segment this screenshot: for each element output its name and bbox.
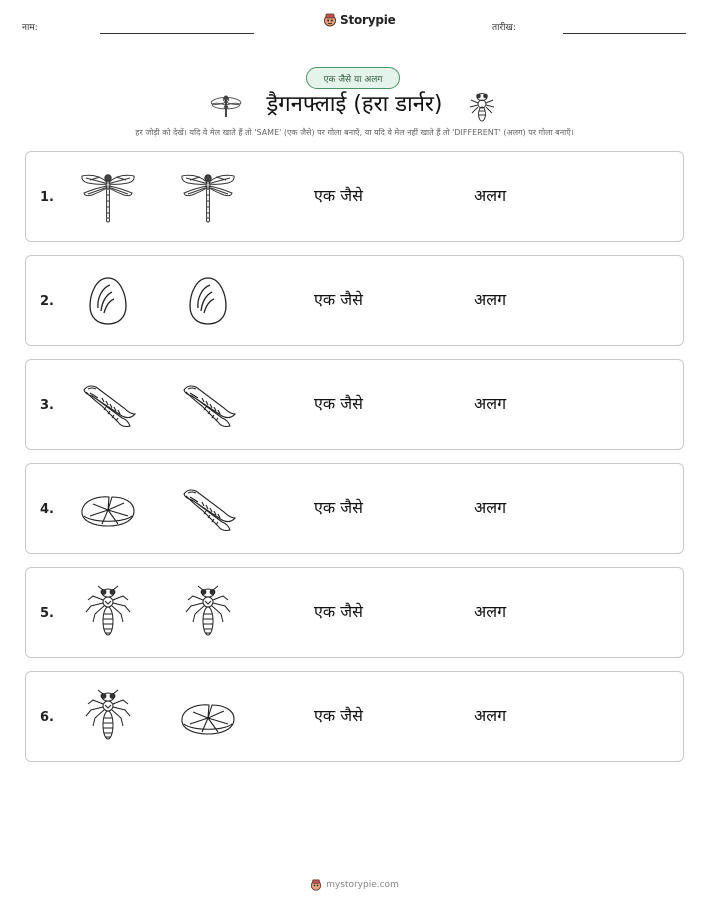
question-number: 1.: [40, 190, 54, 205]
same-option[interactable]: एक जैसे: [314, 602, 363, 621]
storypie-mascot-icon: [310, 879, 322, 891]
question-number: 5.: [40, 606, 54, 621]
question-row: [25, 151, 684, 242]
nymph-jaw-icon: [78, 376, 138, 434]
same-option[interactable]: एक जैसे: [314, 498, 363, 517]
same-option[interactable]: एक जैसे: [314, 394, 363, 413]
date-label: तारीख:: [492, 23, 516, 33]
question-row: [25, 567, 684, 658]
different-option[interactable]: अलग: [474, 706, 507, 725]
nymph-icon: [468, 90, 496, 122]
question-row: [25, 671, 684, 762]
lily-pad-icon: [178, 688, 238, 746]
brand-logo: [323, 13, 396, 27]
question-number: 6.: [40, 710, 54, 725]
storypie-mascot-icon: [323, 13, 337, 27]
same-option[interactable]: एक जैसे: [314, 290, 363, 309]
question-number: 4.: [40, 502, 54, 517]
name-line[interactable]: [100, 33, 254, 34]
question-row: [25, 255, 684, 346]
adult-dragonfly-icon: [178, 168, 238, 226]
question-number: 2.: [40, 294, 54, 309]
footer: [0, 879, 709, 891]
nymph-icon: [78, 584, 138, 642]
name-label: नाम:: [22, 23, 38, 33]
worksheet-type-badge: एक जैसे या अलग: [306, 67, 400, 89]
nymph-icon: [178, 584, 238, 642]
same-option[interactable]: एक जैसे: [314, 706, 363, 725]
different-option[interactable]: अलग: [474, 602, 507, 621]
footer-url: mystorypie.com: [326, 880, 399, 890]
same-option[interactable]: एक जैसे: [314, 186, 363, 205]
date-line[interactable]: [563, 33, 686, 34]
different-option[interactable]: अलग: [474, 394, 507, 413]
different-option[interactable]: अलग: [474, 186, 507, 205]
question-row: [25, 463, 684, 554]
nymph-jaw-icon: [178, 376, 238, 434]
question-row: [25, 359, 684, 450]
adult-dragonfly-icon: [78, 168, 138, 226]
lily-pad-icon: [78, 480, 138, 538]
nymph-icon: [78, 688, 138, 746]
nymph-jaw-icon: [178, 480, 238, 538]
page-title: ड्रैगनफ्लाई (हरा डार्नर): [266, 92, 443, 117]
different-option[interactable]: अलग: [474, 290, 507, 309]
question-number: 3.: [40, 398, 54, 413]
egg-icon: [78, 272, 138, 330]
instructions: हर जोड़ी को देखें। यदि वे मेल खाते हैं तो 'SAME' (एक जैसे) पर गोला बनाएँ, या यदि वे मेल नहीं खाते हैं तो 'DIFFERENT' (अलग) पर गोला बनाएँ।: [135, 128, 574, 137]
egg-icon: [178, 272, 238, 330]
brand-name: Storypie: [340, 13, 396, 27]
different-option[interactable]: अलग: [474, 498, 507, 517]
